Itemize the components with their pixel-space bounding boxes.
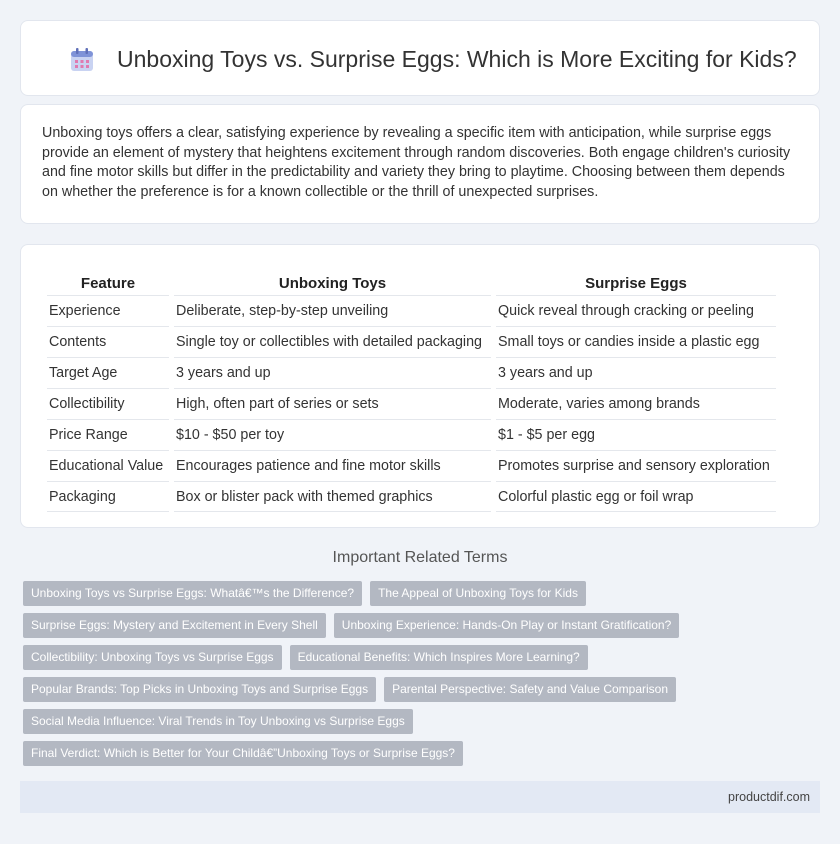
page-title: Unboxing Toys vs. Surprise Eggs: Which is More Exciting for Kids? [117, 46, 797, 72]
unboxing-cell: High, often part of series or sets [174, 388, 491, 419]
unboxing-cell: Single toy or collectibles with detailed packaging [174, 326, 491, 357]
header-unboxing-toys: Unboxing Toys [278, 275, 387, 292]
eggs-cell: $1 - $5 per egg [496, 419, 776, 450]
related-term-tag[interactable]: Social Media Influence: Viral Trends in Toy Unboxing vs Surprise Eggs [23, 709, 413, 734]
table-row [47, 388, 776, 419]
comparison-card [20, 244, 820, 528]
related-term-tag[interactable]: Unboxing Experience: Hands-On Play or Instant Gratification? [334, 613, 680, 638]
feature-cell: Experience [47, 295, 169, 326]
eggs-cell: Quick reveal through cracking or peeling [496, 295, 776, 326]
related-term-tag[interactable]: Final Verdict: Which is Better for Your Childâ€”Unboxing Toys or Surprise Eggs? [23, 741, 463, 766]
footer-site[interactable]: productdif.com [728, 790, 810, 804]
table-row [47, 326, 776, 357]
feature-cell: Contents [47, 326, 169, 357]
table-row [47, 450, 776, 481]
table-row [47, 419, 776, 450]
header-surprise-eggs: Surprise Eggs [585, 275, 687, 292]
table-row [47, 295, 776, 326]
related-term-tag[interactable]: The Appeal of Unboxing Toys for Kids [370, 581, 586, 606]
calendar-icon [67, 45, 97, 75]
unboxing-cell: Box or blister pack with themed graphics [174, 481, 491, 512]
related-term-tag[interactable]: Unboxing Toys vs Surprise Eggs: Whatâ€™s the Difference? [23, 581, 362, 606]
related-term-tag[interactable]: Popular Brands: Top Picks in Unboxing Toys and Surprise Eggs [23, 677, 376, 702]
eggs-cell: Colorful plastic egg or foil wrap [496, 481, 776, 512]
feature-cell: Target Age [47, 357, 169, 388]
unboxing-cell: Deliberate, step-by-step unveiling [174, 295, 491, 326]
feature-cell: Price Range [47, 419, 169, 450]
header-card [20, 20, 820, 96]
unboxing-cell: $10 - $50 per toy [174, 419, 491, 450]
feature-cell: Packaging [47, 481, 169, 512]
eggs-cell: 3 years and up [496, 357, 776, 388]
feature-cell: Educational Value [47, 450, 169, 481]
intro-text: Unboxing toys offers a clear, satisfying experience by revealing a specific item with anticipation, while surprise eggs provide an element of mystery that heightens excitement through random discoveries. Both engage children's curiosity and fine motor skills but differ in the predictability and variety they bring to playtime. Choosing between them depends on whether the preference is for a known collectible or the thrill of unexpected surprises. [42, 125, 791, 200]
related-terms-list [23, 581, 823, 773]
unboxing-cell: 3 years and up [174, 357, 491, 388]
table-header-row [47, 267, 776, 295]
eggs-cell: Promotes surprise and sensory exploration [496, 450, 776, 481]
related-term-tag[interactable]: Parental Perspective: Safety and Value Comparison [384, 677, 676, 702]
intro-card [20, 104, 820, 224]
unboxing-cell: Encourages patience and fine motor skills [174, 450, 491, 481]
table-row [47, 357, 776, 388]
eggs-cell: Small toys or candies inside a plastic egg [496, 326, 776, 357]
related-term-tag[interactable]: Educational Benefits: Which Inspires More Learning? [290, 645, 588, 670]
eggs-cell: Moderate, varies among brands [496, 388, 776, 419]
comparison-table [42, 267, 781, 512]
related-term-tag[interactable]: Collectibility: Unboxing Toys vs Surprise Eggs [23, 645, 282, 670]
footer [20, 781, 820, 813]
related-term-tag[interactable]: Surprise Eggs: Mystery and Excitement in Every Shell [23, 613, 326, 638]
header-feature: Feature [80, 275, 136, 292]
related-terms-title: Important Related Terms [332, 549, 508, 566]
table-row [47, 481, 776, 512]
feature-cell: Collectibility [47, 388, 169, 419]
